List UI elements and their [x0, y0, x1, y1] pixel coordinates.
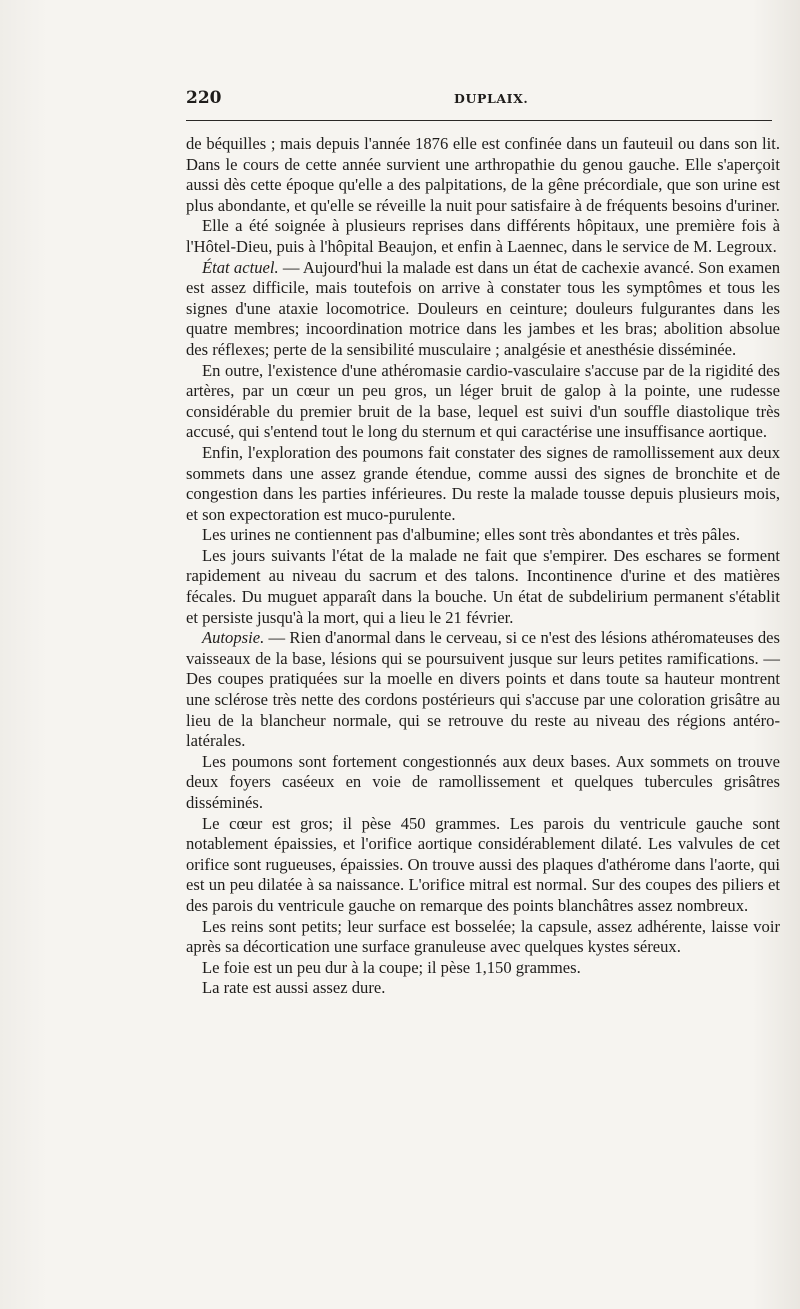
paragraph-text: Elle a été soignée à plusieurs reprises dans différents hôpitaux, une première fois à l'Hôtel-Dieu, puis à l'hôpital Beaujon, et enfin à Laennec, dans le service de M. Legroux. — [186, 216, 780, 256]
paragraph — [186, 814, 780, 917]
running-head — [186, 88, 760, 112]
body-text — [186, 134, 780, 999]
paragraph — [186, 361, 780, 443]
paragraph-text: Les poumons sont fortement congestionnés aux deux bases. Aux sommets on trouve deux foyers caséeux en voie de ramollissement et quelques tubercules grisâtres disséminés. — [186, 751, 780, 812]
paragraph — [186, 917, 780, 958]
paragraph — [186, 258, 780, 361]
paragraph-text: — Rien d'anormal dans le cerveau, si ce n'est des lésions athéromateuses des vaisseaux de la base, lésions qui se poursuivent jusque sur leurs petites ramifications. — Des coupes pratiquées sur la moelle en divers points et dans toute sa hauteur montrent une sclérose très nette des cordons postérieurs qui s'accuse par une coloration grisâtre au lieu de la blancheur normale, qui se retrouve du reste au niveau des régions antéro-latérales. — [186, 628, 780, 751]
paragraph-text: Les reins sont petits; leur surface est bosselée; la capsule, assez adhérente, laisse voir après sa décortication une surface granuleuse avec quelques kystes séreux. — [186, 916, 780, 957]
paragraph-text: En outre, l'existence d'une athéromasie cardio-vasculaire s'accuse par de la rigidité des artères, par un cœur un peu gros, un léger bruit de galop à la pointe, une rudesse considérable du premier bruit de la base, lequel est suivi d'un souffle diastolique très accusé, qui s'entend tout le long du sternum et qui caractérise une insuffisance aortique. — [186, 360, 780, 442]
paragraph — [186, 958, 780, 979]
paragraph-text: Enfin, l'exploration des poumons fait constater des signes de ramollissement aux deux sommets dans une assez grande étendue, comme aussi des signes de bronchite et de congestion dans les parties inférieures. Du reste la malade tousse depuis plusieurs mois, et son expectoration est muco-purulente. — [186, 442, 780, 524]
paragraph — [186, 628, 780, 752]
paragraph — [186, 216, 780, 257]
section-lead: Autopsie. — [202, 628, 265, 648]
paragraph — [186, 525, 780, 546]
paragraph — [186, 546, 780, 628]
page-number: 220 — [186, 88, 222, 108]
paragraph — [186, 752, 780, 814]
paragraph — [186, 134, 780, 216]
paragraph-text: Le cœur est gros; il pèse 450 grammes. Les parois du ventricule gauche sont notablement épaissies, et l'orifice aortique considérablement dilaté. Les valvules de cet orifice sont rugueuses, épaissies. On trouve aussi des plaques d'athérome dans l'aorte, qui est un peu dilatée à sa naissance. L'orifice mitral est normal. Sur des coupes des piliers et des parois du ventricule gauche on remarque des points blanchâtres assez nombreux. — [186, 813, 780, 915]
paragraph-text: de béquilles ; mais depuis l'année 1876 elle est confinée dans un fauteuil ou dans son lit. Dans le cours de cette année survient une arthropathie du genou gauche. Elle s'aperçoit aussi dès cette époque qu'elle a des palpitations, de la gêne précordiale, que son urine est plus abondante, et qu'elle se réveille la nuit pour satisfaire à de fréquents besoins d'uriner. — [186, 134, 780, 215]
section-lead: État actuel. — [202, 257, 279, 277]
paragraph-text: La rate est aussi assez dure. — [202, 978, 386, 998]
header-rule — [186, 120, 772, 121]
paragraph-text: Le foie est un peu dur à la coupe; il pèse 1,150 grammes. — [202, 957, 581, 977]
paragraph-text: — Aujourd'hui la malade est dans un état de cachexie avancé. Son examen est assez difficile, mais toutefois on arrive à constater tous les symptômes et tous les signes d'une ataxie locomotrice. Douleurs en ceinture; douleurs fulgurantes dans les quatre membres; incoordination motrice dans les jambes et les bras; abolition absolue des réflexes; perte de la sensibilité musculaire ; analgésie et anesthésie disséminée. — [186, 257, 780, 359]
paragraph-text: Les urines ne contiennent pas d'albumine; elles sont très abondantes et très pâles. — [202, 525, 740, 545]
paragraph-text: Les jours suivants l'état de la malade ne fait que s'empirer. Des eschares se forment rapidement au niveau du sacrum et des talons. Incontinence d'urine et des matières fécales. Du muguet apparaît dans la bouche. Un état de subdelirium permanent s'établit et persiste jusqu'à la mort, qui a lieu le 21 février. — [186, 545, 780, 627]
paragraph — [186, 978, 780, 999]
paragraph — [186, 443, 780, 525]
running-title: DUPLAIX. — [454, 91, 529, 106]
